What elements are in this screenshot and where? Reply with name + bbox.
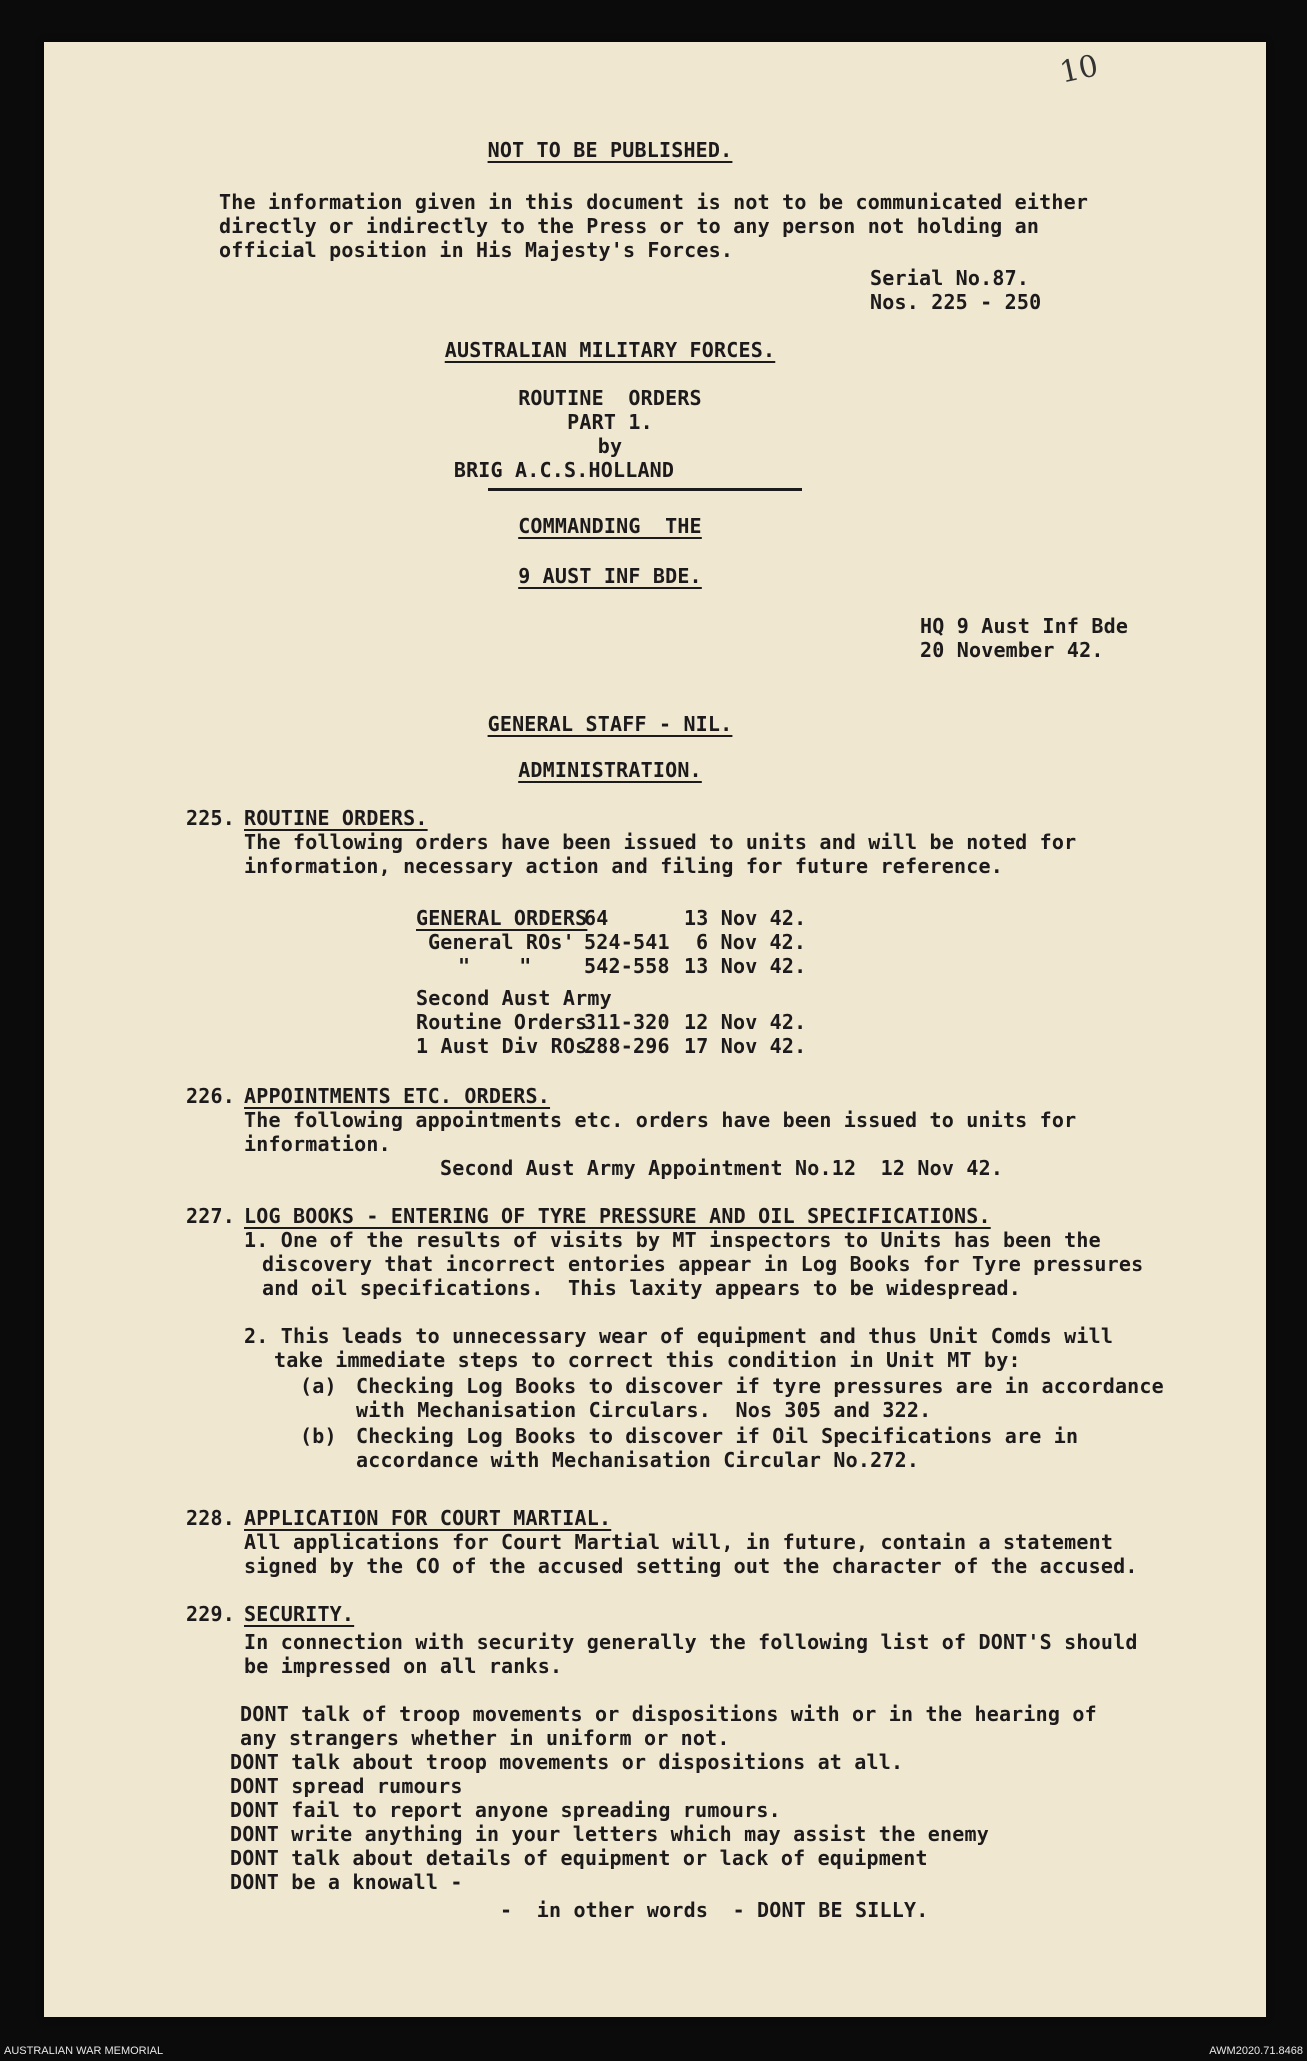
orders-table-cell: 288-296	[584, 1034, 670, 1058]
warning-line-3: official position in His Majesty's Forces.	[219, 238, 734, 262]
title-routine-orders: ROUTINE ORDERS	[518, 386, 702, 410]
section-text: with Mechanisation Circulars. Nos 305 and 322.	[356, 1398, 932, 1422]
subitem-label: (b)	[300, 1424, 337, 1448]
section-text: information.	[244, 1132, 391, 1156]
section-text: accordance with Mechanisation Circular No.272.	[356, 1448, 920, 1472]
section-text: discovery that incorrect entories appear in Log Books for Tyre pressures	[262, 1252, 1144, 1276]
section-heading: ROUTINE ORDERS.	[244, 806, 428, 830]
section-text: 2. This leads to unnecessary wear of equipment and thus Unit Comds will	[244, 1324, 1114, 1348]
section-number: 225.	[186, 806, 235, 830]
section-text: information, necessary action and filing for future reference.	[244, 854, 1003, 878]
classification-heading: NOT TO BE PUBLISHED.	[487, 138, 733, 162]
commander-name: BRIG A.C.S.HOLLAND	[453, 458, 675, 482]
warning-line-1: The information given in this document is not to be communicated either	[219, 190, 1089, 214]
commander-underline	[488, 488, 802, 491]
orders-table-cell: 6 Nov 42.	[696, 930, 807, 954]
section-text: Checking Log Books to discover if Oil Specifications are in	[356, 1424, 1079, 1448]
section-text: The following appointments etc. orders have been issued to units for	[244, 1108, 1077, 1132]
section-number: 229.	[186, 1602, 235, 1626]
archive-footer	[0, 2025, 1307, 2061]
dont-line: DONT spread rumours	[230, 1774, 463, 1798]
orders-table-cell: 311-320	[584, 1010, 670, 1034]
section-number: 226.	[186, 1084, 235, 1108]
orders-table-cell: General ROs'	[428, 930, 575, 954]
dont-line: any strangers whether in uniform or not.	[240, 1726, 730, 1750]
orders-table-cell: 1 Aust Div ROs'	[416, 1034, 600, 1058]
closing-line: - in other words - DONT BE SILLY.	[500, 1898, 929, 1922]
warning-line-2: directly or indirectly to the Press or to any person not holding an	[219, 214, 1040, 238]
pencil-folio-number: 10	[1056, 48, 1102, 91]
footer-source: AUSTRALIAN WAR MEMORIAL	[4, 2045, 164, 2057]
date-line: 20 November 42.	[920, 638, 1104, 662]
orders-table-cell: GENERAL ORDERS	[416, 906, 588, 930]
section-number: 228.	[186, 1506, 235, 1530]
orders-table-cell: 17 Nov 42.	[684, 1034, 807, 1058]
section-number: 227.	[186, 1204, 235, 1228]
section-text: All applications for Court Martial will, in future, contain a statement	[244, 1530, 1114, 1554]
section-heading: LOG BOOKS - ENTERING OF TYRE PRESSURE AND OIL SPECIFICATIONS.	[244, 1204, 991, 1228]
dont-line: DONT talk of troop movements or dispositions with or in the hearing of	[240, 1702, 1097, 1726]
hq-line: HQ 9 Aust Inf Bde	[920, 614, 1129, 638]
orders-table-cell: 64	[584, 906, 609, 930]
section-heading: APPOINTMENTS ETC. ORDERS.	[244, 1084, 551, 1108]
appointment-entry: Second Aust Army Appointment No.12 12 Nov 42.	[440, 1156, 1004, 1180]
section-text: and oil specifications. This laxity appears to be widespread.	[262, 1276, 1021, 1300]
footer-accession: AWM2020.71.8468	[1209, 2045, 1303, 2057]
section-text: signed by the CO of the accused setting out the character of the accused.	[244, 1554, 1138, 1578]
document-page	[44, 42, 1266, 2017]
section-heading: APPLICATION FOR COURT MARTIAL.	[244, 1506, 612, 1530]
orders-table-cell: 13 Nov 42.	[684, 954, 807, 978]
orders-table-cell: Second Aust Army	[416, 986, 612, 1010]
dont-line: DONT talk about troop movements or dispositions at all.	[230, 1750, 904, 1774]
administration-heading: ADMINISTRATION.	[518, 758, 702, 782]
title-by: by	[597, 434, 623, 458]
dont-line: DONT be a knowall -	[230, 1870, 463, 1894]
section-text: Checking Log Books to discover if tyre pressures are in accordance	[356, 1374, 1164, 1398]
section-text: In connection with security generally the following list of DONT'S should	[244, 1630, 1138, 1654]
orders-table-cell: Routine Orders	[416, 1010, 588, 1034]
section-text: take immediate steps to correct this condition in Unit MT by:	[274, 1348, 1021, 1372]
section-heading: SECURITY.	[244, 1602, 355, 1626]
organisation-heading: AUSTRALIAN MILITARY FORCES.	[444, 338, 776, 362]
general-staff-heading: GENERAL STAFF - NIL.	[487, 712, 733, 736]
order-numbers: Nos. 225 - 250	[870, 290, 1042, 314]
subitem-label: (a)	[300, 1374, 337, 1398]
serial-number: Serial No.87.	[870, 266, 1030, 290]
commanding-the: COMMANDING THE	[518, 514, 702, 538]
title-part: PART 1.	[567, 410, 653, 434]
dont-line: DONT write anything in your letters which may assist the enemy	[230, 1822, 989, 1846]
section-text: The following orders have been issued to units and will be noted for	[244, 830, 1077, 854]
dont-line: DONT talk about details of equipment or lack of equipment	[230, 1846, 928, 1870]
orders-table-cell: 12 Nov 42.	[684, 1010, 807, 1034]
dont-line: DONT fail to report anyone spreading rumours.	[230, 1798, 781, 1822]
section-text: 1. One of the results of visits by MT inspectors to Units has been the	[244, 1228, 1101, 1252]
orders-table-cell: 13 Nov 42.	[684, 906, 807, 930]
orders-table-cell: 542-558	[584, 954, 670, 978]
unit-name: 9 AUST INF BDE.	[518, 564, 702, 588]
section-text: be impressed on all ranks.	[244, 1654, 563, 1678]
orders-table-cell: 524-541	[584, 930, 670, 954]
orders-table-cell: " "	[458, 954, 532, 978]
